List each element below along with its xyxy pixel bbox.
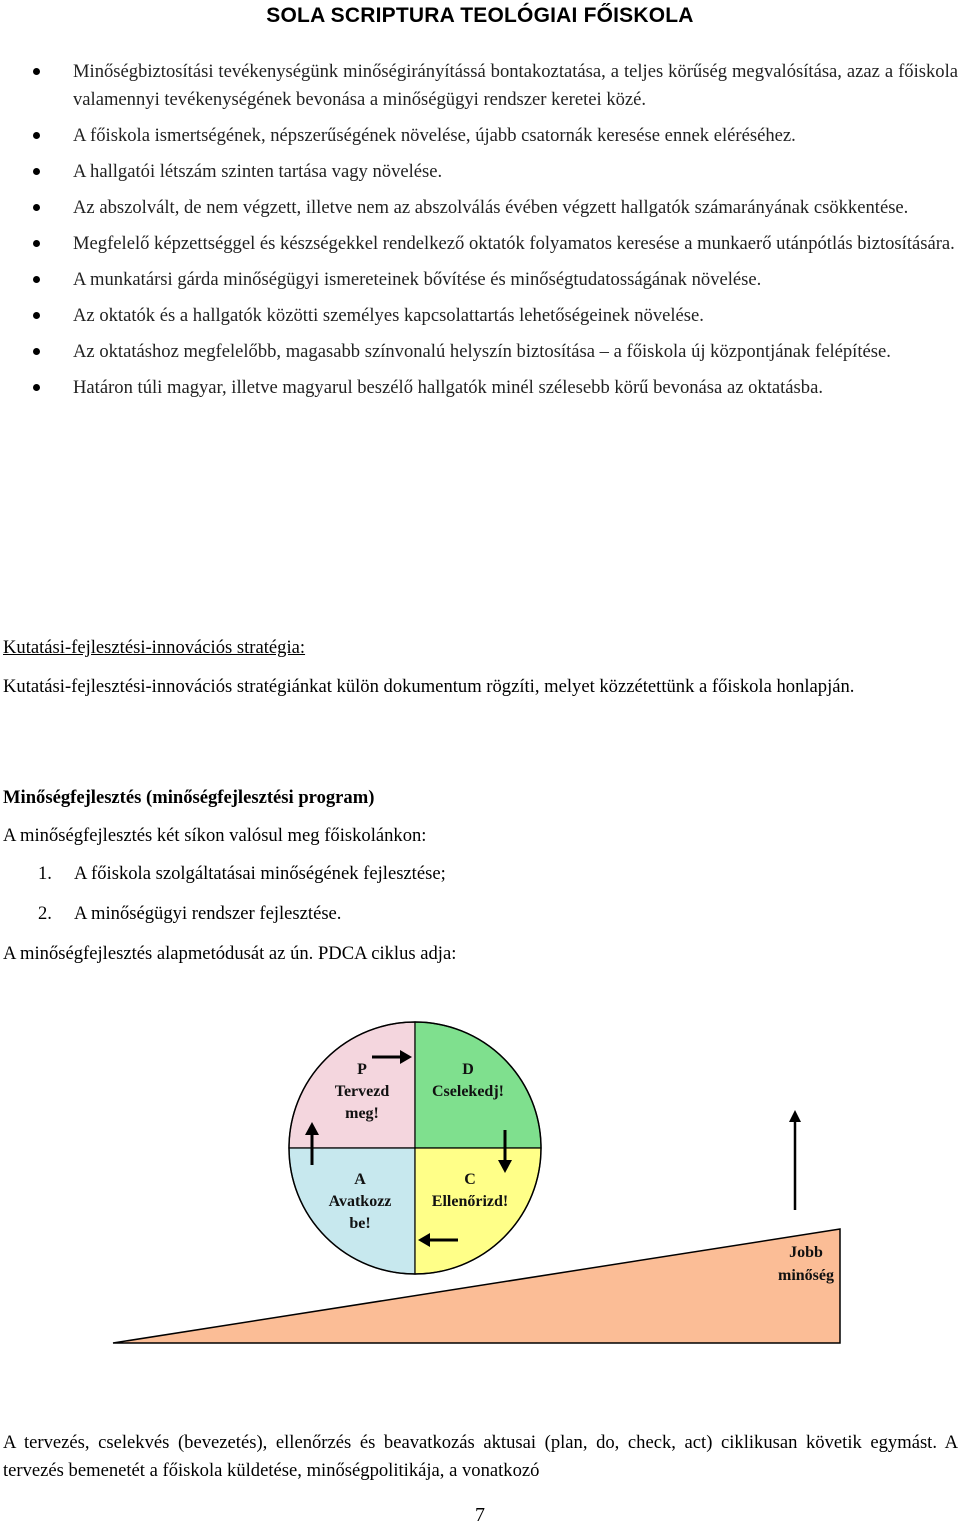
better-quality-label-line2: minőség bbox=[778, 1267, 834, 1284]
pdca-diagram bbox=[0, 1010, 960, 1350]
better-quality-label-line1: Jobb bbox=[789, 1244, 823, 1261]
list-item: Az oktatáshoz megfelelőbb, magasabb színvonalú helyszín biztosítása – a főiskola új központjának felépítése. bbox=[0, 338, 960, 366]
list-item: Minőségbiztosítási tevékenységünk minőségirányítássá bontakoztatása, a teljes körűség megvalósítása, azaz a főiskola valamennyi tevékenységének bevonása a minőségügyi rendszer keretei közé. bbox=[0, 58, 960, 114]
list-item: Megfelelő képzettséggel és készségekkel rendelkező oktatók folyamatos keresése a munkaerő utánpótlás biztosítására. bbox=[0, 230, 960, 258]
list-item: Határon túli magyar, illetve magyarul beszélő hallgatók minél szélesebb körű bevonása az oktatásba. bbox=[0, 374, 960, 402]
plan-letter: P bbox=[357, 1061, 367, 1078]
numbered-item-text: A minőségügyi rendszer fejlesztése. bbox=[74, 903, 342, 924]
arrow-up-icon bbox=[789, 1110, 801, 1210]
list-item: A főiskola ismertségének, népszerűségének növelése, újabb csatornák keresése ennek eléréséhez. bbox=[0, 122, 960, 150]
do-label: Cselekedj! bbox=[432, 1083, 504, 1100]
quality-intro: A minőségfejlesztés két síkon valósul meg főiskolánkon: bbox=[3, 825, 427, 846]
plan-label-line1: Tervezd bbox=[334, 1083, 390, 1100]
closing-paragraph: A tervezés, cselekvés (bevezetés), ellenőrzés és beavatkozás aktusai (plan, do, check, act) ciklikusan követik egymást. A tervezés bemenetét a főiskola küldetése, minőségpolitikája, a vonatkozó bbox=[3, 1432, 958, 1481]
list-item: A hallgatói létszám szinten tartása vagy növelése. bbox=[0, 158, 960, 186]
quadrant-act bbox=[289, 1148, 415, 1274]
numbered-item-index: 1. bbox=[38, 863, 52, 884]
act-label-line2: be! bbox=[349, 1215, 371, 1232]
quality-heading: Minőségfejlesztés (minőségfejlesztési program) bbox=[3, 787, 375, 808]
goals-list bbox=[0, 58, 960, 410]
list-item: A munkatársi gárda minőségügyi ismereteinek bővítése és minőségtudatosságának növelése. bbox=[0, 266, 960, 294]
check-label: Ellenőrizd! bbox=[431, 1193, 509, 1210]
list-item: Az oktatók és a hallgatók közötti személyes kapcsolattartás lehetőségeinek növelése. bbox=[0, 302, 960, 330]
page-header: SOLA SCRIPTURA TEOLÓGIAI FŐISKOLA bbox=[266, 4, 694, 27]
act-label-line1: Avatkozz bbox=[328, 1193, 392, 1210]
numbered-item-index: 2. bbox=[38, 903, 52, 924]
act-letter: A bbox=[354, 1171, 366, 1188]
do-letter: D bbox=[462, 1061, 474, 1078]
research-heading: Kutatási-fejlesztési-innovációs stratégia: bbox=[3, 637, 306, 658]
quadrant-check bbox=[415, 1148, 541, 1274]
pdca-intro: A minőségfejlesztés alapmetódusát az ún. PDCA ciklus adja: bbox=[3, 943, 457, 964]
list-item: Az abszolvált, de nem végzett, illetve nem az abszolválás évében végzett hallgatók számarányának csökkentése. bbox=[0, 194, 960, 222]
numbered-item-text: A főiskola szolgáltatásai minőségének fejlesztése; bbox=[74, 863, 446, 884]
plan-label-line2: meg! bbox=[345, 1105, 379, 1122]
check-letter: C bbox=[464, 1171, 476, 1188]
research-paragraph: Kutatási-fejlesztési-innovációs stratégiánkat külön dokumentum rögzíti, melyet közzétettünk a főiskola honlapján. bbox=[3, 676, 855, 697]
page-number: 7 bbox=[475, 1504, 485, 1526]
